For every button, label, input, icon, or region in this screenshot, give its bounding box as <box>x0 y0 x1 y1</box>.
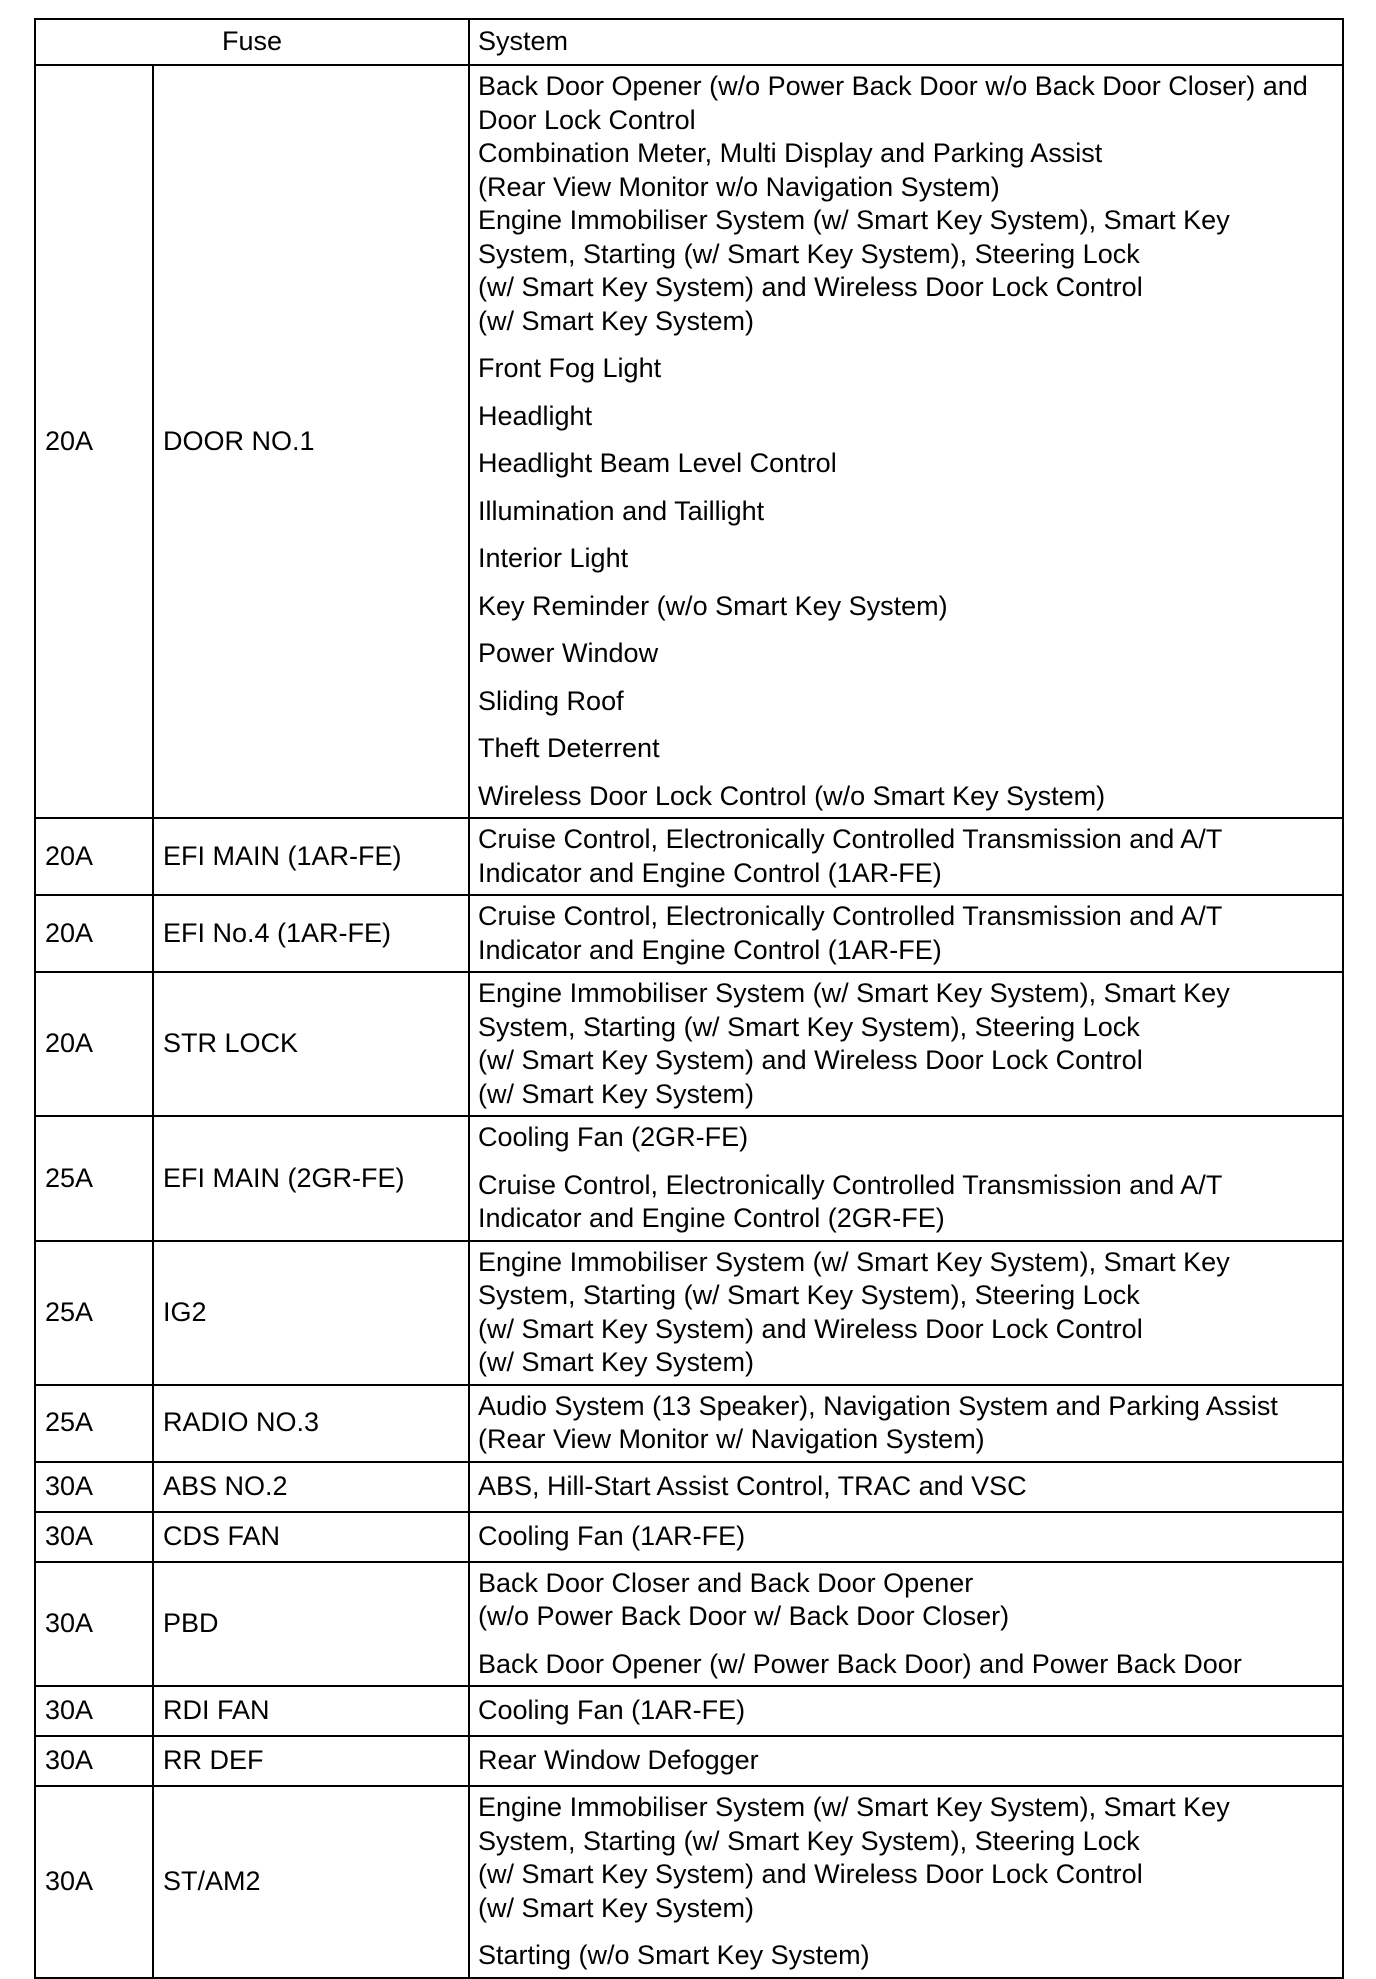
table-row <box>35 1686 1343 1736</box>
system-entry: Front Fog Light <box>478 353 662 383</box>
system-cell <box>469 972 1343 1116</box>
system-cell <box>469 65 1343 818</box>
system-entry: Illumination and Taillight <box>478 495 765 526</box>
system-cell <box>469 1736 1343 1786</box>
system-entry: Cruise Control, Electronically Controlled Transmission and A/T Indicator and Engine Control (1AR-FE) <box>478 901 1223 965</box>
fuse-name: PBD <box>153 1562 469 1687</box>
table-row <box>35 972 1343 1116</box>
system-entry: Cruise Control, Electronically Controlled Transmission and A/T Indicator and Engine Control (2GR-FE) <box>478 1169 1223 1233</box>
fuse-amperage: 30A <box>35 1562 153 1687</box>
system-entry: Back Door Closer and Back Door Opener (w/o Power Back Door w/ Back Door Closer) <box>478 1567 1010 1631</box>
table-row <box>35 65 1343 818</box>
table-row <box>35 895 1343 972</box>
system-entry: Sliding Roof <box>478 685 624 716</box>
fuse-amperage: 30A <box>35 1686 153 1736</box>
fuse-amperage: 30A <box>35 1512 153 1562</box>
table-row <box>35 1736 1343 1786</box>
fuse-table <box>34 18 1344 1979</box>
fuse-amperage: 25A <box>35 1385 153 1462</box>
system-entry: Wireless Door Lock Control (w/o Smart Key System) <box>478 780 1106 811</box>
column-header-fuse: Fuse <box>35 19 469 65</box>
system-entry: Engine Immobiliser System (w/ Smart Key System), Smart Key System, Starting (w/ Smart Key System), Steering Lock (w/ Smart Key System) and Wireless Door Lock Control (w/ Smart Key System) <box>478 1246 1230 1377</box>
table-row <box>35 1385 1343 1462</box>
table-row <box>35 818 1343 895</box>
table-header-row <box>35 19 1343 65</box>
system-cell <box>469 818 1343 895</box>
system-entry: ABS, Hill-Start Assist Control, TRAC and VSC <box>478 1470 1027 1501</box>
fuse-name: EFI No.4 (1AR-FE) <box>153 895 469 972</box>
system-entry: Engine Immobiliser System (w/ Smart Key System), Smart Key System, Starting (w/ Smart Key System), Steering Lock (w/ Smart Key System) and Wireless Door Lock Control (w/ Smart Key System) <box>478 978 1230 1109</box>
fuse-amperage: 20A <box>35 65 153 818</box>
fuse-amperage: 20A <box>35 895 153 972</box>
system-cell <box>469 1385 1343 1462</box>
table-row <box>35 1462 1343 1512</box>
fuse-name: RADIO NO.3 <box>153 1385 469 1462</box>
table-row <box>35 1116 1343 1241</box>
fuse-table-body <box>35 65 1343 1978</box>
fuse-name: EFI MAIN (2GR-FE) <box>153 1116 469 1241</box>
fuse-amperage: 25A <box>35 1116 153 1241</box>
fuse-name: IG2 <box>153 1241 469 1385</box>
system-entry: Cruise Control, Electronically Controlled Transmission and A/T Indicator and Engine Control (1AR-FE) <box>478 824 1223 888</box>
table-row <box>35 1786 1343 1978</box>
system-cell <box>469 1512 1343 1562</box>
fuse-name: ABS NO.2 <box>153 1462 469 1512</box>
system-entry: Headlight Beam Level Control <box>478 448 837 478</box>
system-cell <box>469 1462 1343 1512</box>
fuse-amperage: 20A <box>35 818 153 895</box>
column-header-system: System <box>469 19 1343 65</box>
fuse-name: CDS FAN <box>153 1512 469 1562</box>
fuse-table-sheet <box>34 18 1342 1979</box>
fuse-amperage: 30A <box>35 1786 153 1978</box>
system-entry: Audio System (13 Speaker), Navigation System and Parking Assist (Rear View Monitor w/ Navigation System) <box>478 1390 1278 1454</box>
system-entry: Cooling Fan (1AR-FE) <box>478 1520 746 1551</box>
system-entry: Starting (w/o Smart Key System) <box>478 1940 870 1970</box>
system-entry: Cooling Fan (2GR-FE) <box>478 1122 749 1152</box>
fuse-name: DOOR NO.1 <box>153 65 469 818</box>
system-entry: Headlight <box>478 400 593 431</box>
system-entry: Power Window <box>478 638 659 668</box>
fuse-name: ST/AM2 <box>153 1786 469 1978</box>
system-cell <box>469 895 1343 972</box>
system-entry: Rear Window Defogger <box>478 1745 759 1776</box>
system-cell <box>469 1562 1343 1687</box>
system-entry: Engine Immobiliser System (w/ Smart Key System), Smart Key System, Starting (w/ Smart Key System), Steering Lock (w/ Smart Key System) and Wireless Door Lock Control (w/ Smart Key System) <box>478 1792 1230 1923</box>
system-entry: Cooling Fan (1AR-FE) <box>478 1695 746 1726</box>
system-entry: Back Door Opener (w/ Power Back Door) and Power Back Door <box>478 1648 1242 1679</box>
fuse-amperage: 20A <box>35 972 153 1116</box>
table-row <box>35 1241 1343 1385</box>
system-cell <box>469 1241 1343 1385</box>
table-row <box>35 1512 1343 1562</box>
table-row <box>35 1562 1343 1687</box>
system-entry: Theft Deterrent <box>478 733 660 763</box>
fuse-name: EFI MAIN (1AR-FE) <box>153 818 469 895</box>
fuse-name: RR DEF <box>153 1736 469 1786</box>
system-cell <box>469 1786 1343 1978</box>
system-cell <box>469 1116 1343 1241</box>
fuse-name: STR LOCK <box>153 972 469 1116</box>
fuse-amperage: 30A <box>35 1462 153 1512</box>
fuse-amperage: 25A <box>35 1241 153 1385</box>
system-entry: Back Door Opener (w/o Power Back Door w/o Back Door Closer) and Door Lock Control Combination Meter, Multi Display and Parking Assist (Rear View Monitor w/o Navigation System) Engine Immobiliser System (w/ Smart Key System), Smart Key System, Starting (w/ Smart Key System), Steering Lock (w/ Smart Key System) and Wireless Door Lock Control (w/ Smart Key System) <box>478 71 1308 336</box>
system-entry: Key Reminder (w/o Smart Key System) <box>478 590 948 621</box>
fuse-name: RDI FAN <box>153 1686 469 1736</box>
system-cell <box>469 1686 1343 1736</box>
system-entry: Interior Light <box>478 543 629 573</box>
fuse-amperage: 30A <box>35 1736 153 1786</box>
